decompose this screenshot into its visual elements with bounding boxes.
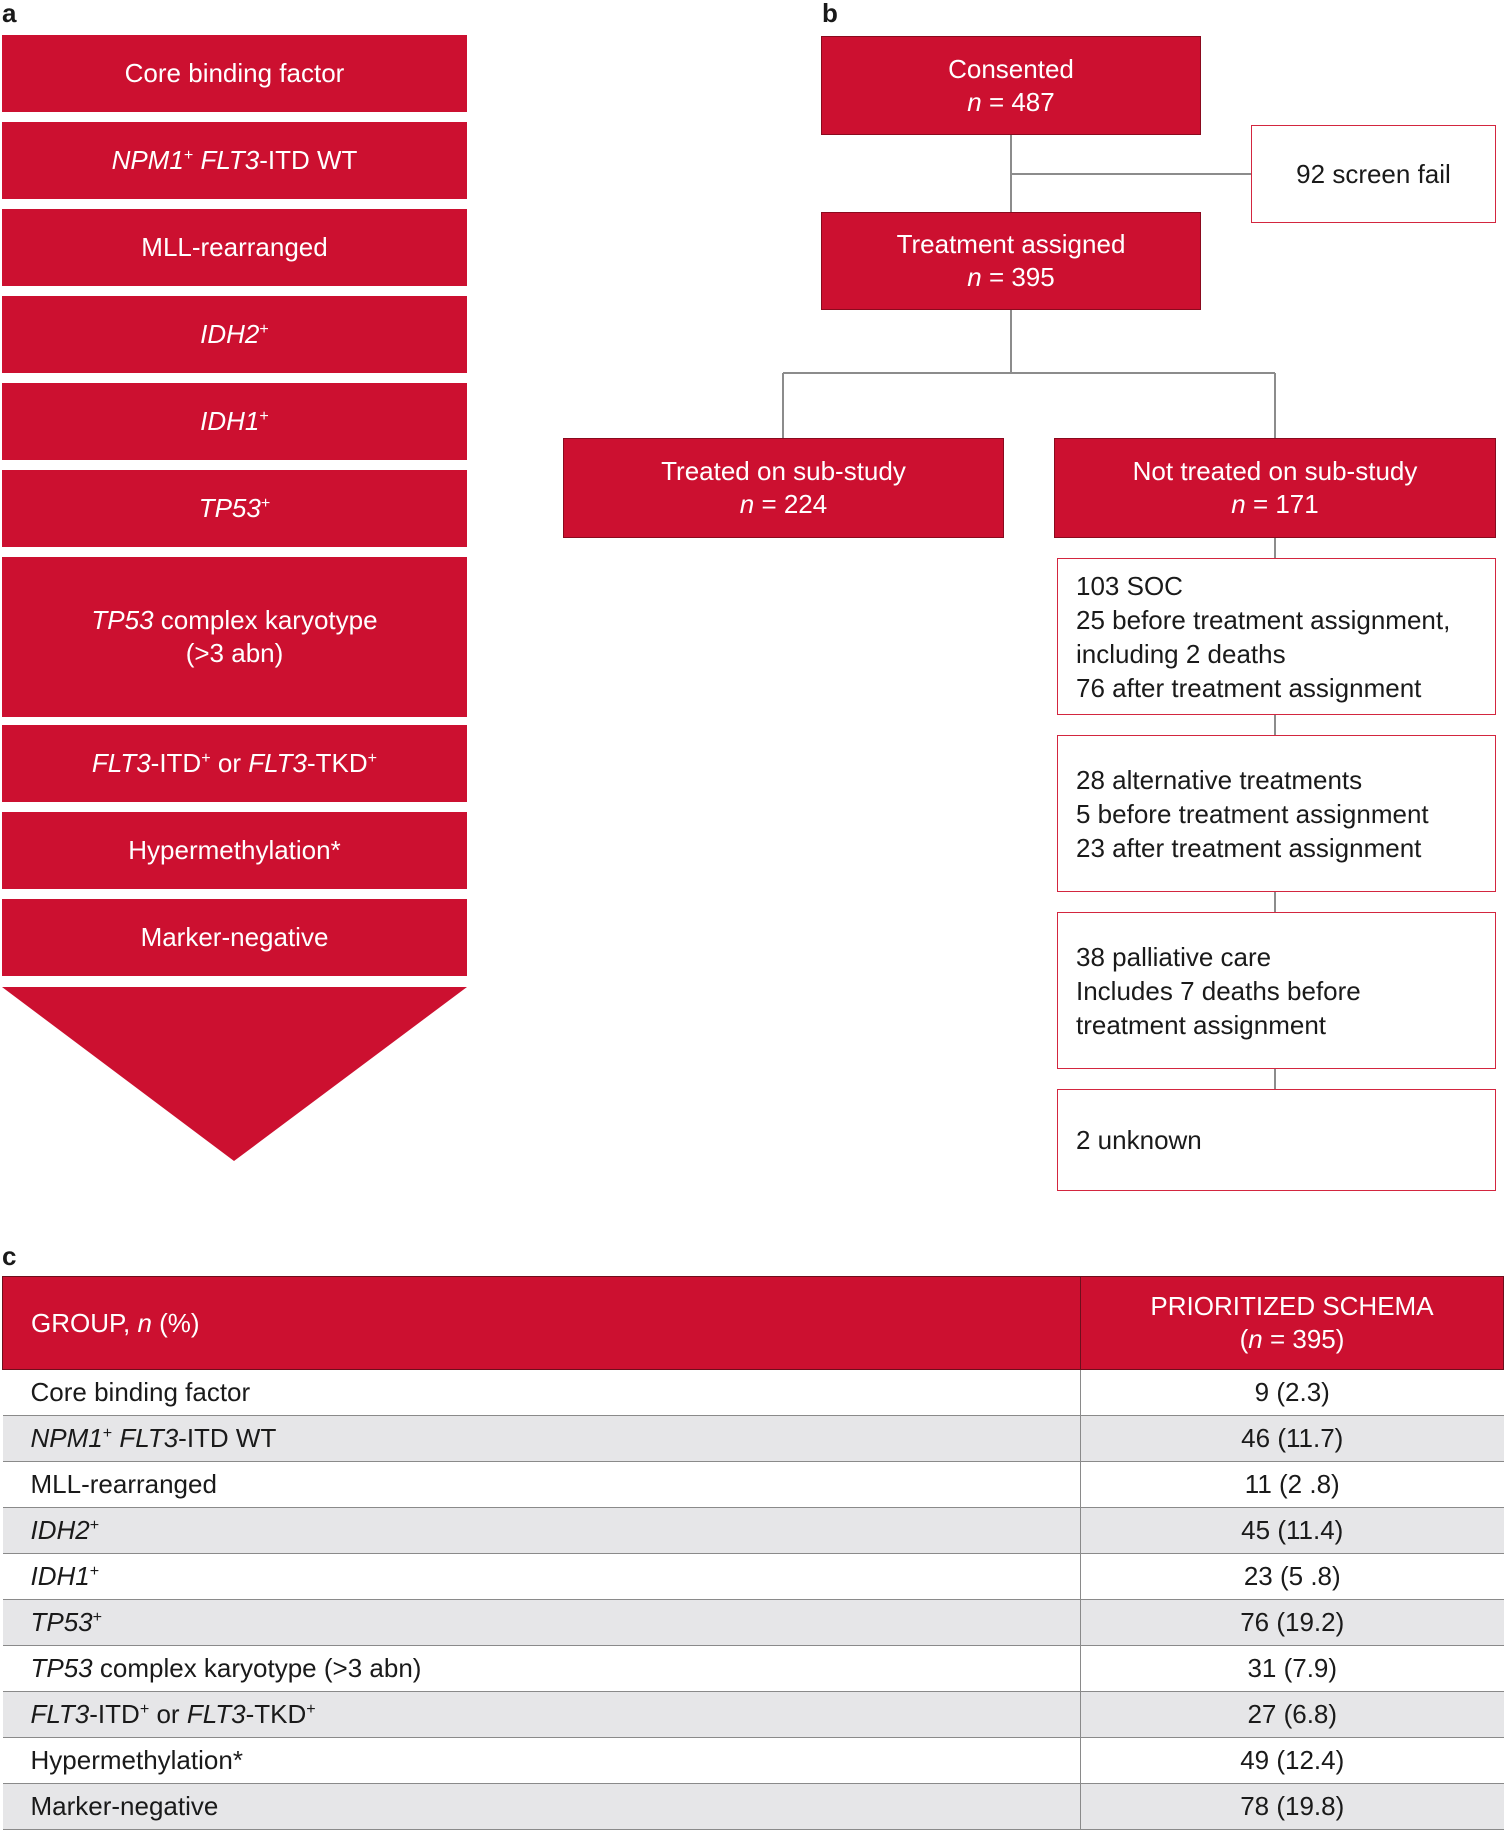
group-cell: IDH2+ [3,1508,1081,1554]
value-cell: 23 (5 .8) [1081,1554,1504,1600]
consented-box: Consented n = 487 [821,36,1201,135]
panel-b-label: b [822,0,838,28]
alternative-treatments-box: 28 alternative treatments 5 before treatment assignment 23 after treatment assignment [1057,735,1496,892]
priority-mll-rearranged: MLL-rearranged [2,209,467,286]
group-cell: TP53 complex karyotype (>3 abn) [3,1646,1081,1692]
treatment-assigned-box: Treatment assigned n = 395 [821,212,1201,310]
group-cell: Hypermethylation* [3,1738,1081,1784]
value-cell: 46 (11.7) [1081,1416,1504,1462]
group-cell: FLT3-ITD+ or FLT3-TKD+ [3,1692,1081,1738]
table-row [3,1692,1504,1738]
group-cell: Marker-negative [3,1784,1081,1830]
table-row [3,1508,1504,1554]
treated-on-sub-study-box: Treated on sub-study n = 224 [563,438,1004,538]
table-row [3,1554,1504,1600]
value-cell: 78 (19.8) [1081,1784,1504,1830]
table-header-row [3,1277,1504,1370]
priority-flt3-itd-or-tkd: FLT3-ITD+ or FLT3-TKD+ [2,725,467,802]
priority-tp53: TP53+ [2,470,467,547]
value-cell: 27 (6.8) [1081,1692,1504,1738]
group-cell: MLL-rearranged [3,1462,1081,1508]
priority-marker-negative: Marker-negative [2,899,467,976]
not-treated-on-sub-study-box: Not treated on sub-study n = 171 [1054,438,1496,538]
table-row [3,1370,1504,1416]
palliative-care-box: 38 palliative care Includes 7 deaths before treatment assignment [1057,912,1496,1069]
soc-box: 103 SOC 25 before treatment assignment, including 2 deaths 76 after treatment assignment [1057,558,1496,715]
priority-hypermethylation: Hypermethylation* [2,812,467,889]
screen-fail-box: 92 screen fail [1251,125,1496,223]
panel-a-label: a [2,0,17,28]
priority-core-binding-factor: Core binding factor [2,35,467,112]
priority-idh1: IDH1+ [2,383,467,460]
priority-npm1-flt3-itd-wt: NPM1+ FLT3-ITD WT [2,122,467,199]
value-cell: 45 (11.4) [1081,1508,1504,1554]
priority-idh2: IDH2+ [2,296,467,373]
table-row [3,1738,1504,1784]
table-row [3,1600,1504,1646]
group-cell: NPM1+ FLT3-ITD WT [3,1416,1081,1462]
group-table [2,1276,1504,1830]
unknown-box: 2 unknown [1057,1089,1496,1191]
value-cell: 11 (2 .8) [1081,1462,1504,1508]
table-row [3,1462,1504,1508]
group-cell: IDH1+ [3,1554,1081,1600]
group-cell: TP53+ [3,1600,1081,1646]
table-row [3,1784,1504,1830]
panel-c-label: c [2,1241,17,1271]
value-cell: 49 (12.4) [1081,1738,1504,1784]
value-cell: 31 (7.9) [1081,1646,1504,1692]
group-cell: Core binding factor [3,1370,1081,1416]
value-cell: 76 (19.2) [1081,1600,1504,1646]
prioritized-schema-column-header: PRIORITIZED SCHEMA (n = 395) [1081,1277,1504,1370]
table-row [3,1416,1504,1462]
table-row [3,1646,1504,1692]
group-column-header: GROUP, n (%) [3,1277,1081,1370]
priority-tp53-complex-karyotype: TP53 complex karyotype (>3 abn) [2,557,467,717]
value-cell: 9 (2.3) [1081,1370,1504,1416]
